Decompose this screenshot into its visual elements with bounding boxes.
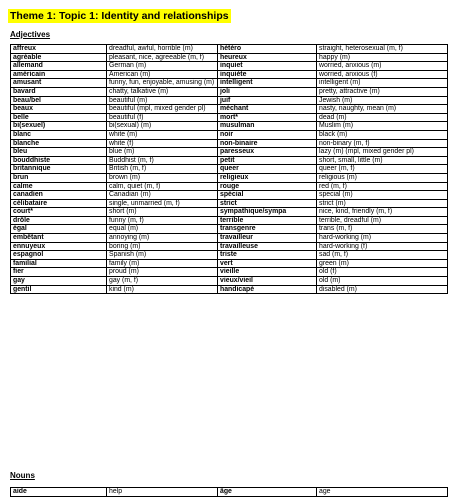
meaning-cell: white (f) — [107, 139, 218, 148]
word-cell: terrible — [218, 216, 317, 225]
table-row — [11, 105, 448, 114]
word-cell: queer — [218, 165, 317, 174]
table-row — [11, 259, 448, 268]
meaning-cell: Jewish (m) — [317, 96, 448, 105]
meaning-cell: dead (m) — [317, 113, 448, 122]
table-row — [11, 96, 448, 105]
meaning-cell: dreadful, awful, horrible (m) — [107, 45, 218, 54]
word-cell: intelligent — [218, 79, 317, 88]
word-cell: égal — [11, 225, 107, 234]
meaning-cell: funny (m, f) — [107, 216, 218, 225]
word-cell: gay — [11, 277, 107, 286]
word-cell: court* — [11, 208, 107, 217]
meaning-cell: age — [317, 488, 448, 497]
word-cell: bleu — [11, 148, 107, 157]
meaning-cell: pretty, attractive (m) — [317, 87, 448, 96]
meaning-cell: disabled (m) — [317, 285, 448, 294]
table-row — [11, 45, 448, 54]
meaning-cell: chatty, talkative (m) — [107, 87, 218, 96]
nouns-table — [10, 487, 448, 497]
word-cell: drôle — [11, 216, 107, 225]
meaning-cell: beautiful (mpl, mixed gender pl) — [107, 105, 218, 114]
meaning-cell: family (m) — [107, 259, 218, 268]
word-cell: âge — [218, 488, 317, 497]
word-cell: affreux — [11, 45, 107, 54]
table-row — [11, 242, 448, 251]
word-cell: ennuyeux — [11, 242, 107, 251]
word-cell: blanche — [11, 139, 107, 148]
word-cell: travailleuse — [218, 242, 317, 251]
table-row — [11, 182, 448, 191]
table-row — [11, 216, 448, 225]
meaning-cell: religious (m) — [317, 173, 448, 182]
table-row — [11, 148, 448, 157]
table-row — [11, 191, 448, 200]
meaning-cell: old (f) — [317, 268, 448, 277]
word-cell: bi(sexuel) — [11, 122, 107, 131]
meaning-cell: help — [107, 488, 218, 497]
word-cell: musulman — [218, 122, 317, 131]
word-cell: transgenre — [218, 225, 317, 234]
table-row — [11, 156, 448, 165]
meaning-cell: queer (m, f) — [317, 165, 448, 174]
meaning-cell: lazy (m) (mpl, mixed gender pl) — [317, 148, 448, 157]
meaning-cell: Canadian (m) — [107, 191, 218, 200]
meaning-cell: blue (m) — [107, 148, 218, 157]
meaning-cell: sad (m, f) — [317, 251, 448, 260]
word-cell: sympathique/sympa — [218, 208, 317, 217]
word-cell: blanc — [11, 130, 107, 139]
word-cell: travailleur — [218, 234, 317, 243]
word-cell: mort* — [218, 113, 317, 122]
meaning-cell: nasty, naughty, mean (m) — [317, 105, 448, 114]
word-cell: vert — [218, 259, 317, 268]
word-cell: beaux — [11, 105, 107, 114]
meaning-cell: old (m) — [317, 277, 448, 286]
meaning-cell: beautiful (m) — [107, 96, 218, 105]
table-row — [11, 234, 448, 243]
word-cell: embêtant — [11, 234, 107, 243]
meaning-cell: happy (m) — [317, 53, 448, 62]
meaning-cell: hard-working (m) — [317, 234, 448, 243]
word-cell: joli — [218, 87, 317, 96]
word-cell: noir — [218, 130, 317, 139]
table-row — [11, 70, 448, 79]
table-row — [11, 113, 448, 122]
meaning-cell: terrible, dreadful (m) — [317, 216, 448, 225]
meaning-cell: bi(sexual) (m) — [107, 122, 218, 131]
meaning-cell: British (m, f) — [107, 165, 218, 174]
word-cell: amusant — [11, 79, 107, 88]
table-row — [11, 268, 448, 277]
word-cell: fier — [11, 268, 107, 277]
meaning-cell: proud (m) — [107, 268, 218, 277]
meaning-cell: boring (m) — [107, 242, 218, 251]
word-cell: rouge — [218, 182, 317, 191]
adjectives-table — [10, 44, 448, 294]
word-cell: calme — [11, 182, 107, 191]
word-cell: beau/bel — [11, 96, 107, 105]
word-cell: juif — [218, 96, 317, 105]
meaning-cell: short, small, little (m) — [317, 156, 448, 165]
meaning-cell: worried, anxious (m) — [317, 62, 448, 71]
table-row — [11, 277, 448, 286]
meaning-cell: black (m) — [317, 130, 448, 139]
word-cell: allemand — [11, 62, 107, 71]
table-row — [11, 139, 448, 148]
meaning-cell: American (m) — [107, 70, 218, 79]
word-cell: espagnol — [11, 251, 107, 260]
meaning-cell: single, unmarried (m, f) — [107, 199, 218, 208]
meaning-cell: Buddhist (m, f) — [107, 156, 218, 165]
word-cell: gentil — [11, 285, 107, 294]
table-row — [11, 488, 448, 497]
word-cell: agréable — [11, 53, 107, 62]
table-row — [11, 173, 448, 182]
table-row — [11, 130, 448, 139]
meaning-cell: pleasant, nice, agreeable (m, f) — [107, 53, 218, 62]
meaning-cell: funny, fun, enjoyable, amusing (m) — [107, 79, 218, 88]
meaning-cell: white (m) — [107, 130, 218, 139]
word-cell: familial — [11, 259, 107, 268]
meaning-cell: equal (m) — [107, 225, 218, 234]
meaning-cell: Spanish (m) — [107, 251, 218, 260]
word-cell: petit — [218, 156, 317, 165]
table-row — [11, 165, 448, 174]
meaning-cell: special (m) — [317, 191, 448, 200]
meaning-cell: Muslim (m) — [317, 122, 448, 131]
word-cell: aide — [11, 488, 107, 497]
word-cell: américain — [11, 70, 107, 79]
word-cell: non-binaire — [218, 139, 317, 148]
meaning-cell: brown (m) — [107, 173, 218, 182]
table-row — [11, 225, 448, 234]
word-cell: célibataire — [11, 199, 107, 208]
word-cell: strict — [218, 199, 317, 208]
table-row — [11, 122, 448, 131]
nouns-heading: Nouns — [10, 471, 35, 480]
word-cell: triste — [218, 251, 317, 260]
meaning-cell: gay (m, f) — [107, 277, 218, 286]
page-title: Theme 1: Topic 1: Identity and relationships — [10, 10, 229, 22]
table-row — [11, 62, 448, 71]
word-cell: heureux — [218, 53, 317, 62]
word-cell: inquiète — [218, 70, 317, 79]
meaning-cell: German (m) — [107, 62, 218, 71]
meaning-cell: green (m) — [317, 259, 448, 268]
word-cell: paresseux — [218, 148, 317, 157]
table-row — [11, 285, 448, 294]
table-row — [11, 208, 448, 217]
word-cell: handicapé — [218, 285, 317, 294]
table-row — [11, 53, 448, 62]
table-row — [11, 79, 448, 88]
word-cell: brun — [11, 173, 107, 182]
meaning-cell: worried, anxious (f) — [317, 70, 448, 79]
word-cell: inquiet — [218, 62, 317, 71]
meaning-cell: red (m, f) — [317, 182, 448, 191]
word-cell: britannique — [11, 165, 107, 174]
word-cell: méchant — [218, 105, 317, 114]
word-cell: belle — [11, 113, 107, 122]
meaning-cell: non-binary (m, f) — [317, 139, 448, 148]
word-cell: bavard — [11, 87, 107, 96]
meaning-cell: trans (m, f) — [317, 225, 448, 234]
meaning-cell: beautiful (f) — [107, 113, 218, 122]
meaning-cell: annoying (m) — [107, 234, 218, 243]
word-cell: bouddhiste — [11, 156, 107, 165]
word-cell: canadien — [11, 191, 107, 200]
word-cell: vieille — [218, 268, 317, 277]
word-cell: religieux — [218, 173, 317, 182]
meaning-cell: strict (m) — [317, 199, 448, 208]
meaning-cell: calm, quiet (m, f) — [107, 182, 218, 191]
word-cell: hétéro — [218, 45, 317, 54]
word-cell: spécial — [218, 191, 317, 200]
meaning-cell: kind (m) — [107, 285, 218, 294]
meaning-cell: nice, kind, friendly (m, f) — [317, 208, 448, 217]
word-cell: vieux/vieil — [218, 277, 317, 286]
table-row — [11, 199, 448, 208]
meaning-cell: short (m) — [107, 208, 218, 217]
meaning-cell: intelligent (m) — [317, 79, 448, 88]
adjectives-heading: Adjectives — [10, 30, 51, 39]
table-row — [11, 87, 448, 96]
table-row — [11, 251, 448, 260]
meaning-cell: straight, heterosexual (m, f) — [317, 45, 448, 54]
meaning-cell: hard-working (f) — [317, 242, 448, 251]
